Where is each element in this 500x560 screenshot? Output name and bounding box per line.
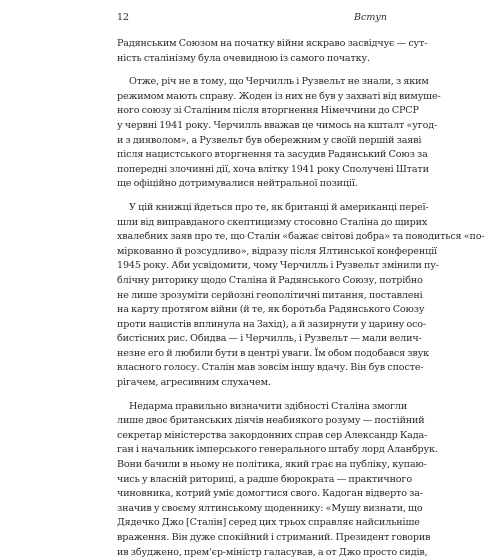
page-number: 12	[117, 12, 130, 23]
text-line: власного голосу. Сталін мав зовсім іншу вдачу. Він був спосте-	[117, 362, 424, 374]
paragraph-gap	[117, 192, 387, 201]
text-line: рігачем, агресивним слухачем.	[117, 377, 271, 389]
text-line: шли від виправданого скептицизму стосовно Сталіна до щирих	[117, 216, 428, 228]
text-line: міркованно й розсудливо», відразу після Ялтинської конференції	[117, 245, 437, 257]
text-line: режимом мають справу. Жоден із них не був у захваті від вимуше-	[117, 90, 441, 102]
text-line: Отже, річ не в тому, що Черчилль і Рузвельт не знали, з яким	[129, 76, 429, 88]
paragraph	[117, 37, 428, 66]
text-line: и з дияволом», а Рузвельт був обережним у своїй першій заяві	[117, 134, 422, 146]
text-line: блічну риторику щодо Сталіна й Радянського Союзу, потрібно	[117, 274, 423, 286]
paragraph-gap	[117, 66, 387, 75]
running-head	[117, 11, 387, 25]
text-line: секретар міністерства закордонних справ сер Александр Када-	[117, 429, 428, 441]
body-text	[117, 37, 485, 560]
text-line: ще офіційно дотримувалися нейтральної позиції.	[117, 178, 358, 190]
text-line: ного союзу зі Сталіним після вторгнення Німеччини до СРСР	[117, 105, 419, 117]
text-line: чись у власній риториці, а радше бюрократа — практичного	[117, 473, 412, 485]
section-title: Вступ	[354, 12, 387, 23]
paragraph	[117, 400, 438, 560]
text-line: проти нацистів вплинула на Захід), а й зазирнути у царину осо-	[117, 318, 427, 330]
text-line: попередні злочинні дії, хоча влітку 1941 року Сполучені Штати	[117, 163, 429, 175]
text-line: ган і начальник імперського генерального штабу лорд Аланбрук.	[117, 444, 438, 456]
text-line: ність сталінізму була очевидною із самого початку.	[117, 52, 370, 64]
paragraph	[117, 75, 441, 192]
text-line: 1945 року. Аби усвідомити, чому Черчилль і Рузвельт змінили пу-	[117, 260, 439, 272]
text-line: враження. Він дуже спокійний і стриманий. Президент говорив	[117, 532, 431, 543]
paragraph-gap	[117, 391, 387, 400]
text-line: після нацистського вторгнення та засудив Радянський Союз за	[117, 149, 428, 161]
text-line: на карту протягом війни (й те, як боротьба Радянського Союзу	[117, 304, 425, 316]
text-line: ив збуджено, прем'єр-міністр галасував, а от Джо просто сидів,	[117, 546, 428, 558]
text-line: Радянським Союзом на початку війни яскраво засвідчує — сут-	[117, 38, 428, 49]
text-line: значив у своєму ялтинському щоденнику: «Мушу визнати, що	[117, 502, 423, 514]
text-line: Недарма правильно визначити здібності Сталіна змогли	[129, 400, 408, 412]
text-line: лише двоє британських діячів неабиякого розуму — постійний	[117, 415, 425, 427]
text-line: бистісних рис. Обидва — і Черчилль, і Рузвельт — мали велич-	[117, 333, 422, 345]
text-line: у червні 1941 року. Черчилль вважав це чимось на кшталт «угод-	[117, 119, 438, 131]
text-line: не лише зрозуміти серйозні геополітичні питання, поставлені	[117, 289, 423, 301]
paragraph	[117, 201, 485, 391]
text-line: Вони бачили в ньому не політика, який грає на публіку, купаю-	[117, 459, 427, 471]
text-line: чиновника, котрий уміє домогтися свого. Кадоган відверто за-	[117, 488, 423, 500]
text-line: Дядечко Джо [Сталін] серед цих трьох справляє найсильніше	[117, 517, 420, 529]
text-line: незне его й любили бути в центрі уваги. Їм обом подобався звук	[117, 347, 430, 359]
text-line: хвалебних заяв про те, що Сталін «бажає світові добра» та поводиться «по-	[117, 231, 485, 243]
text-line: У цій книжці йдеться про те, як британці й американці переї-	[129, 201, 429, 213]
